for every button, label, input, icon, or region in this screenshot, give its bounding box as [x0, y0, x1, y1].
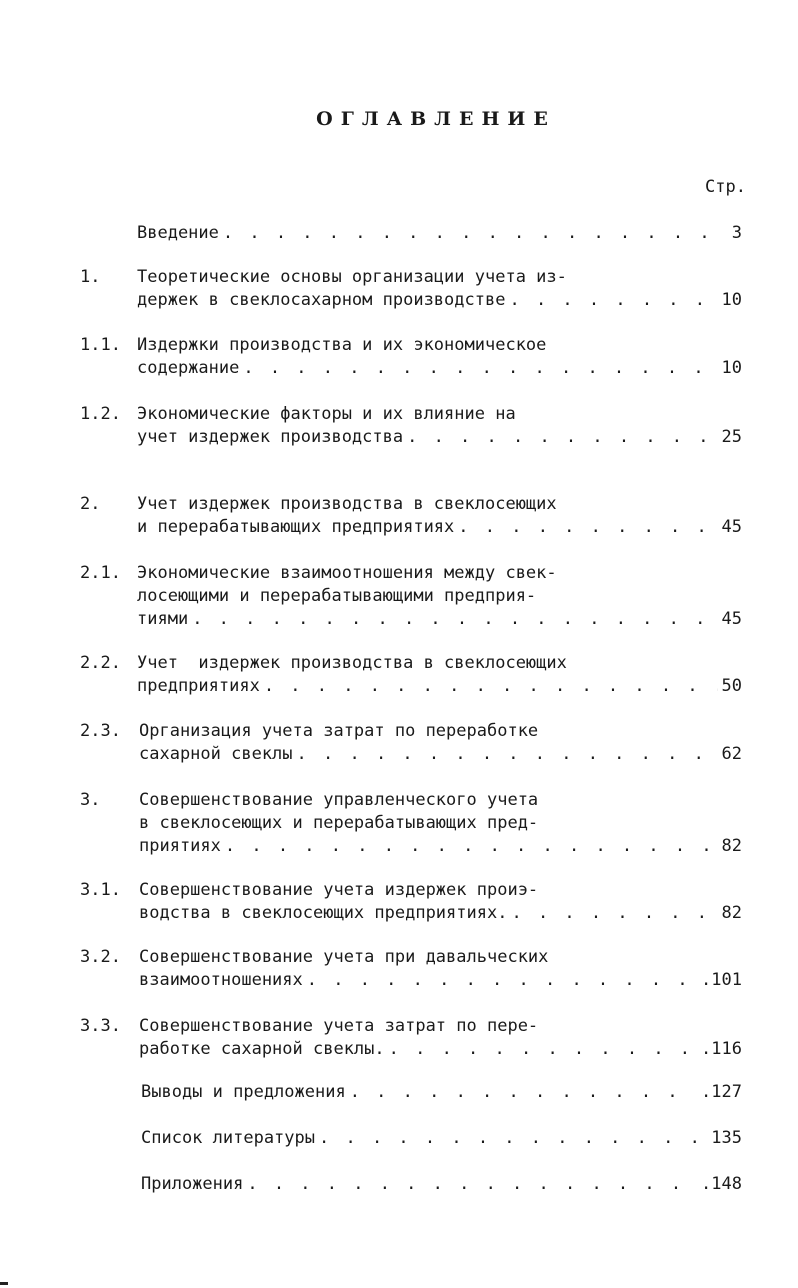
dot-leader	[297, 743, 718, 766]
toc-entry-page: 45	[721, 609, 742, 629]
toc-entry-page: .127	[701, 1082, 742, 1102]
toc-entry-page: .101	[701, 970, 742, 990]
dot-leader	[511, 902, 717, 925]
page-title: ОГЛАВЛЕНИЕ	[316, 108, 556, 130]
toc-entry-line-text: Учет издержек производства в свеклосеющих	[137, 653, 567, 673]
toc-entry-text	[137, 403, 742, 449]
toc-entry-page: .116	[701, 1039, 742, 1059]
toc-entry-line-text: Экономические взаимоотношения между свек-	[137, 563, 557, 583]
toc-entry-number: 1.	[80, 267, 101, 287]
toc-entry-number: 3.1.	[80, 880, 121, 900]
toc-entry-page: 3	[731, 223, 742, 243]
toc-entry-number: 3.2.	[80, 947, 121, 967]
toc-entry-page: 62	[721, 744, 742, 764]
dot-leader	[247, 1173, 697, 1196]
toc-entry-line	[137, 675, 742, 698]
dot-leader	[225, 835, 718, 858]
toc-entry-line-text: взаимоотношениях	[139, 970, 303, 990]
toc-entry-line-text: водства в свеклосеющих предприятиях.	[139, 903, 508, 923]
toc-entry-line-text: Введение	[137, 223, 219, 243]
toc-entry-page: 50	[721, 676, 742, 696]
toc-entry-line	[139, 812, 742, 835]
toc-entry-text	[139, 1015, 742, 1061]
toc-entry-line-text: Совершенствование учета при давальческих	[139, 947, 549, 967]
toc-entry-page: 135	[711, 1128, 742, 1148]
toc-entry-line	[139, 969, 742, 992]
toc-entry-line-text: работке сахарной свеклы.	[139, 1039, 385, 1059]
toc-entry-line-text: содержание	[137, 358, 240, 378]
toc-entry-line-text: учет издержек производства	[137, 427, 404, 447]
toc-entry-line	[141, 1173, 742, 1196]
scan-mark	[0, 1282, 8, 1285]
toc-entry-line-text: лосеющими и перерабатывающими предприя-	[137, 586, 537, 606]
toc-entry-text	[137, 334, 742, 380]
dot-leader	[307, 969, 697, 992]
toc-entry-number: 1.1.	[80, 335, 121, 355]
dot-leader	[509, 289, 717, 312]
toc-entry-page: .148	[701, 1174, 742, 1194]
dot-leader	[223, 222, 728, 245]
toc-entry-line	[137, 334, 742, 357]
toc-entry-line-text: и перерабатывающих предприятиях	[137, 517, 455, 537]
toc-entry-line	[137, 493, 742, 516]
toc-entry-page: 45	[721, 517, 742, 537]
toc-entry-line	[137, 357, 742, 380]
toc-entry-text	[141, 1081, 742, 1104]
toc-entry-line	[137, 608, 742, 631]
toc-entry-number: 3.	[80, 790, 101, 810]
toc-entry-line-text: предприятиях	[137, 676, 260, 696]
dot-leader	[389, 1038, 697, 1061]
toc-entry-line	[139, 946, 742, 969]
toc-entry-line-text: Совершенствование учета издержек проиэ-	[139, 880, 539, 900]
toc-entry-page: 10	[721, 290, 742, 310]
toc-entry-page: 25	[721, 427, 742, 447]
page-column-header: Стр.	[705, 177, 746, 197]
toc-entry-text	[141, 1127, 742, 1150]
dot-leader	[243, 357, 717, 380]
toc-entry-number: 2.1.	[80, 563, 121, 583]
dot-leader	[264, 675, 718, 698]
toc-entry-line-text: Выводы и предложения	[141, 1082, 346, 1102]
dot-leader	[192, 608, 717, 631]
dot-leader	[458, 516, 717, 539]
toc-entry-text	[137, 266, 742, 312]
toc-entry-line-text: Приложения	[141, 1174, 244, 1194]
toc-entry-line	[139, 835, 742, 858]
toc-entry-line-text: сахарной свеклы	[139, 744, 293, 764]
toc-entry-line	[139, 1015, 742, 1038]
toc-entry-line	[137, 516, 742, 539]
toc-entry-number: 3.3.	[80, 1016, 121, 1036]
toc-entry-line-text: Экономические факторы и их влияние на	[137, 404, 516, 424]
toc-entry-line	[139, 743, 742, 766]
toc-entry-text	[137, 652, 742, 698]
toc-entry-line-text: Теоретические основы организации учета из-	[137, 267, 567, 287]
toc-entry-line	[137, 266, 742, 289]
toc-entry-line-text: Список литературы	[141, 1128, 315, 1148]
toc-entry-line-text: держек в свеклосахарном производстве	[137, 290, 506, 310]
toc-entry-line	[139, 1038, 742, 1061]
toc-entry-text	[137, 222, 742, 245]
toc-entry-line	[137, 222, 742, 245]
toc-entry-line-text: Совершенствование управленческого учета	[139, 790, 539, 810]
dot-leader	[407, 426, 717, 449]
toc-entry-text	[137, 493, 742, 539]
toc-entry-line-text: тиями	[137, 609, 189, 629]
toc-entry-page: 82	[721, 836, 742, 856]
toc-entry-text	[141, 1173, 742, 1196]
toc-entry-number: 2.	[80, 494, 101, 514]
toc-entry-line-text: Организация учета затрат по переработке	[139, 721, 539, 741]
dot-leader	[350, 1081, 697, 1104]
toc-entry-line	[137, 652, 742, 675]
toc-entry-line-text: приятиях	[139, 836, 221, 856]
toc-entry-line	[139, 720, 742, 743]
toc-entry-line	[139, 902, 742, 925]
toc-entry-line-text: в свеклосеющих и перерабатывающих пред-	[139, 813, 539, 833]
toc-entry-line	[141, 1127, 742, 1150]
toc-entry-line-text: Учет издержек производства в свеклосеющих	[137, 494, 557, 514]
toc-entry-page: 82	[721, 903, 742, 923]
toc-entry-line	[139, 789, 742, 812]
toc-entry-line	[137, 585, 742, 608]
toc-entry-number: 1.2.	[80, 404, 121, 424]
toc-entry-text	[139, 879, 742, 925]
toc-entry-text	[139, 720, 742, 766]
toc-entry-line	[137, 289, 742, 312]
toc-entry-line	[141, 1081, 742, 1104]
toc-entry-text	[139, 789, 742, 858]
toc-entry-text	[137, 562, 742, 631]
dot-leader	[319, 1127, 707, 1150]
toc-entry-line	[137, 562, 742, 585]
toc-entry-line-text: Издержки производства и их экономическое	[137, 335, 547, 355]
toc-entry-page: 10	[721, 358, 742, 378]
toc-entry-line-text: Совершенствование учета затрат по пере-	[139, 1016, 539, 1036]
toc-entry-number: 2.3.	[80, 721, 121, 741]
toc-entry-number: 2.2.	[80, 653, 121, 673]
toc-entry-line	[139, 879, 742, 902]
toc-entry-text	[139, 946, 742, 992]
toc-entry-line	[137, 426, 742, 449]
toc-entry-line	[137, 403, 742, 426]
